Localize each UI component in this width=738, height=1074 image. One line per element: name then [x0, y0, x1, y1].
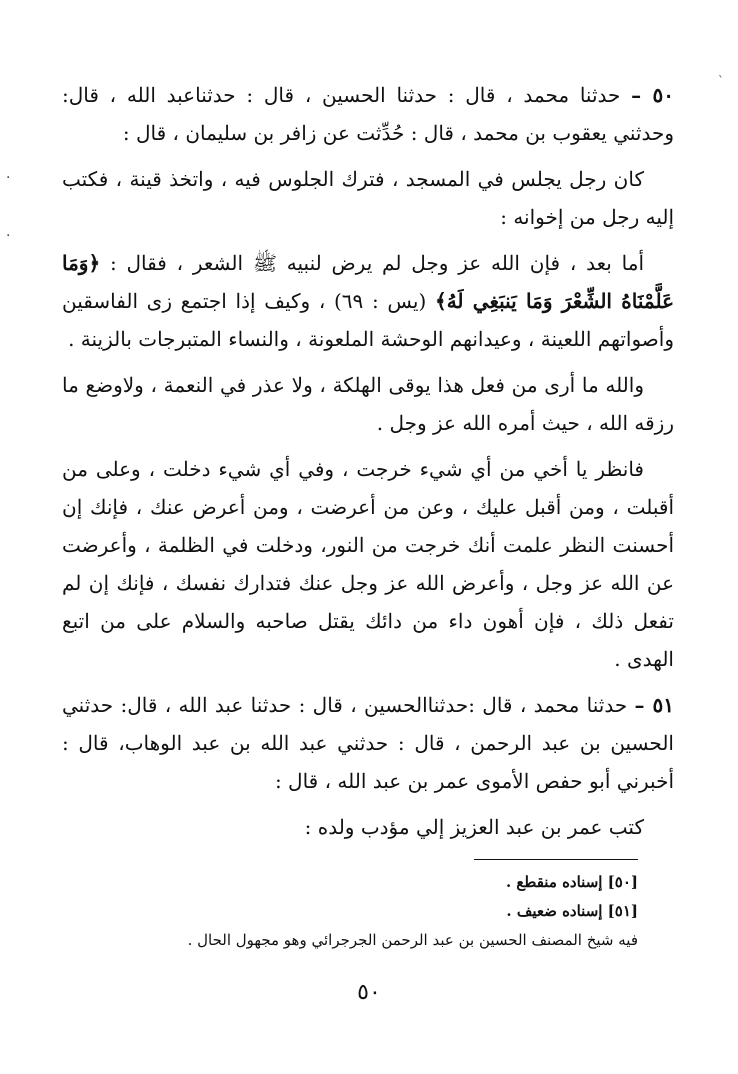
paragraph-text: كتب عمر بن عبد العزيز إلي مؤدب ولده : — [304, 815, 644, 839]
hadith-50 — [62, 76, 674, 152]
paragraph-text: كان رجل يجلس في المسجد ، فترك الجلوس فيه ، واتخذ قينة ، فكتب إليه رجل من إخوانه : — [62, 167, 674, 229]
margin-mark: ˋ — [718, 74, 724, 88]
hadith-number: ٥١ – — [634, 693, 674, 717]
footnote-divider — [474, 859, 638, 860]
paragraph — [62, 450, 674, 678]
main-text — [62, 76, 674, 854]
paragraph-with-verse — [62, 244, 674, 358]
footnote-51: [٥١] إسناده ضعيف . — [506, 902, 638, 920]
paragraph — [62, 808, 674, 846]
margin-mark: · — [6, 228, 11, 244]
paragraph-text: والله ما أرى من فعل هذا يوقى الهلكة ، ولا عذر في النعمة ، ولاوضع ما رزقه الله ، حيث أمره الله عز وجل . — [62, 373, 674, 435]
paragraph — [62, 366, 674, 442]
footnote-50: [٥٠] إسناده منقطع . — [505, 873, 638, 891]
paragraph — [62, 160, 674, 236]
footnote-51-detail: فيه شيخ المصنف الحسين بن عبد الرحمن الجرجرائي وهو مجهول الحال . — [187, 931, 638, 949]
paragraph-text: (يس : ٦٩) ، وكيف إذا اجتمع زى الفاسقين وأصواتهم اللعينة ، وعيدانهم الوحشة الملعونة ، والنساء المتبرجات بالزينة . — [62, 289, 674, 351]
page-number: ٥٠ — [357, 980, 381, 1005]
isnad-text: حدثنا محمد ، قال :حدثناالحسين ، قال : حدثنا عبد الله ، قال: حدثني الحسين بن عبد الرحمن ، قال : حدثني عبد الله بن عبد الوهاب، قال : أخبرني أبو حفص الأموى عمر بن عبد الله ، قال : — [62, 693, 674, 793]
quran-verse: ﴿وَمَا عَلَّمْنَاهُ الشِّعْرَ وَمَا يَنبَغِي لَهُ﴾ — [62, 251, 674, 313]
paragraph-text: فانظر يا أخي من أي شيء خرجت ، وفي أي شيء دخلت ، وعلى من أقبلت ، ومن أقبل عليك ، وعن من أعرضت ، ومن أعرض عنك ، فإنك إن أحسنت النظر علمت أنك خرجت من النور، ودخلت في الظلمة ، وأعرضت عن الله عز وجل ، وأعرض الله عز وجل عنك فتدارك نفسك ، فإنك إن لم تفعل ذلك ، فإن أهون داء من دائك يقتل صاحبه والسلام على من اتبع الهدى . — [62, 457, 674, 671]
hadith-51 — [62, 686, 674, 800]
footnotes — [140, 868, 638, 955]
margin-mark: · — [6, 170, 11, 186]
paragraph-text: أما بعد ، فإن الله عز وجل لم يرض لنبيه ﷺ الشعر ، فقال : — [109, 251, 644, 275]
isnad-text: حدثنا محمد ، قال : حدثنا الحسين ، قال : حدثناعبد الله ، قال: وحدثني يعقوب بن محمد ، قال : حُدِّثت عن زافر بن سليمان ، قال : — [62, 83, 674, 145]
hadith-number: ٥٠ – — [631, 83, 675, 107]
